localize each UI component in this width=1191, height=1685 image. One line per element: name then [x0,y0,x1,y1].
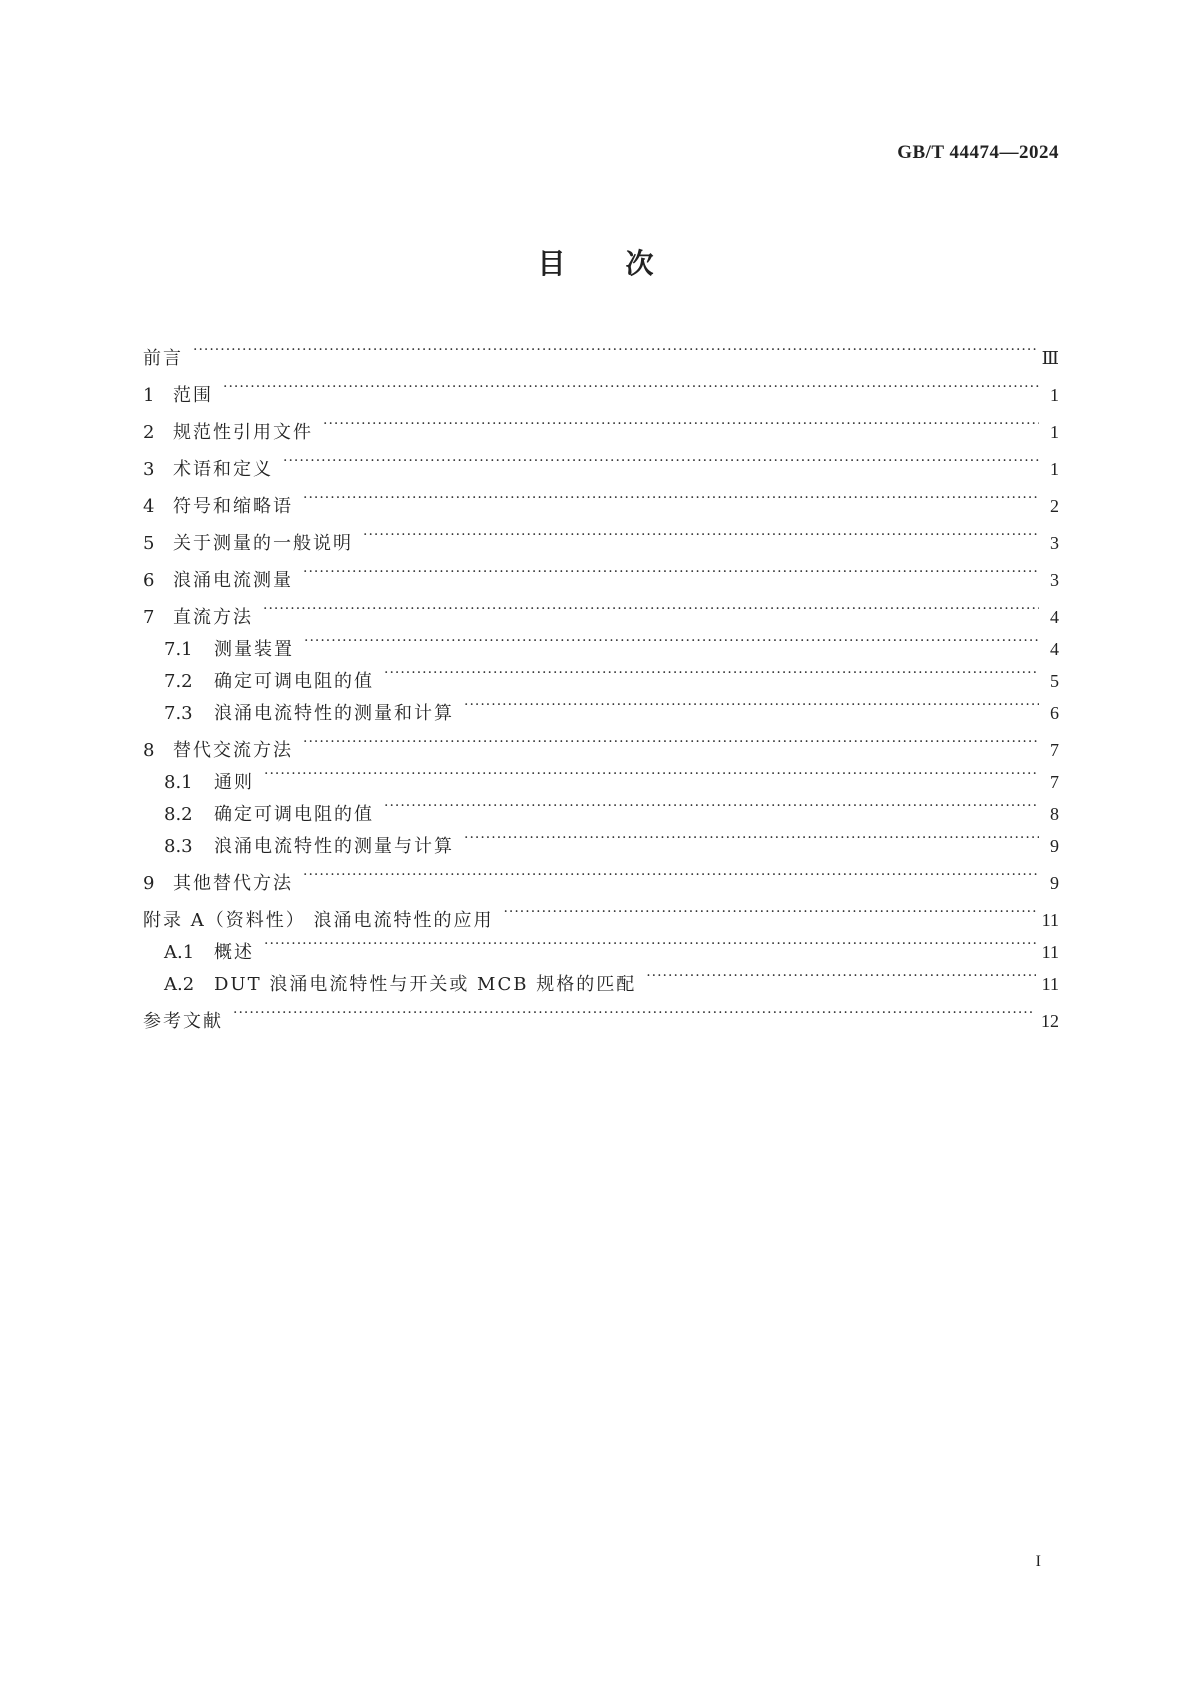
toc-entry[interactable] [143,934,1059,963]
toc-entry-page: 11 [1041,910,1059,930]
toc-dot-leader [464,695,1039,719]
toc-entry-number: 7 [143,607,155,628]
toc-entry-number: 6 [143,570,155,591]
toc-entry-number: 8.1 [164,772,193,793]
toc-dot-leader [323,414,1039,438]
toc-dot-leader [384,796,1039,820]
toc-entry[interactable] [143,414,1059,443]
toc-entry-page: 9 [1050,836,1059,856]
toc-entry-title: 范围 [173,385,213,406]
toc-title: 目次 [537,247,714,280]
toc-entry-title: 术语和定义 [173,459,273,480]
toc-entry[interactable] [143,663,1059,692]
toc-entry[interactable] [143,966,1059,995]
toc-entry[interactable] [143,340,1059,369]
toc-dot-leader [503,902,1035,926]
toc-entry[interactable] [143,902,1059,931]
standard-code: GB/T 44474—2024 [897,142,1059,163]
toc-dot-leader [263,599,1039,623]
toc-entry-number: 7.1 [164,639,193,660]
toc-entry-page: 6 [1050,703,1059,723]
toc-entry[interactable] [143,525,1059,554]
toc-entry-page: 1 [1050,422,1059,442]
toc-entry[interactable] [143,377,1059,406]
toc-entry[interactable] [143,828,1059,857]
toc-entry[interactable] [143,764,1059,793]
toc-entry-number: 2 [143,422,155,443]
toc-entry-title: 规范性引用文件 [173,422,313,443]
toc-entry-number: 3 [143,459,155,480]
toc-entry[interactable] [143,732,1059,761]
toc-dot-leader [384,663,1039,687]
toc-entry-page: 8 [1050,804,1059,824]
toc-entry-number: A.2 [164,974,195,995]
toc-entry-page: 12 [1041,1011,1059,1031]
toc-entry[interactable] [143,631,1059,660]
toc-entry-number: 9 [143,873,155,894]
toc-entry-title: 概述 [214,942,254,963]
toc-dot-leader [464,828,1039,852]
toc-entry-page: 7 [1050,772,1059,792]
toc-entry-title: DUT 浪涌电流特性与开关或 MCB 规格的匹配 [214,974,637,995]
toc-dot-leader [363,525,1039,549]
toc-dot-leader [646,966,1035,990]
toc-entry[interactable] [143,488,1059,517]
toc-entry-page: 1 [1050,385,1059,405]
toc-entry-title: 确定可调电阻的值 [214,804,374,825]
toc-entry-title: 直流方法 [173,607,253,628]
toc-entry-title: 关于测量的一般说明 [173,533,353,554]
toc-dot-leader [193,340,1036,364]
toc-entry[interactable] [143,1003,1059,1032]
toc-entry-page: 7 [1050,740,1059,760]
toc-dot-leader [264,934,1036,958]
toc-entry-title: 替代交流方法 [173,740,293,761]
toc-entry[interactable] [143,599,1059,628]
toc-entry-page: 11 [1041,942,1059,962]
toc-entry[interactable] [143,796,1059,825]
toc-entry-number: 8.2 [164,804,193,825]
toc-entry-title: 通则 [214,772,254,793]
toc-entry-page: 4 [1050,639,1059,659]
toc-entry[interactable] [143,865,1059,894]
toc-entry[interactable] [143,562,1059,591]
page-number: I [1035,1553,1041,1570]
toc-dot-leader [303,562,1039,586]
toc-entry-page: 11 [1041,974,1059,994]
toc-entry-page: Ⅲ [1041,348,1059,368]
toc-entry-page: 4 [1050,607,1059,627]
toc-entry-number: 5 [143,533,155,554]
toc-entry-title: 符号和缩略语 [173,496,293,517]
toc-entry-number: 8.3 [164,836,193,857]
toc-entry-page: 3 [1050,570,1059,590]
toc-entry-title: 测量装置 [214,639,294,660]
toc-entry-number: 8 [143,740,155,761]
toc-entry-number: A.1 [164,942,195,963]
toc-entry-title: 前言 [143,348,183,369]
toc-entry-title: 附录 A（资料性） 浪涌电流特性的应用 [143,910,494,931]
toc-dot-leader [303,732,1039,756]
toc-entry-number: 1 [143,385,155,406]
toc-entry-title: 其他替代方法 [173,873,293,894]
toc-entry-page: 5 [1050,671,1059,691]
toc-entry-title: 参考文献 [143,1011,223,1032]
toc-entry-page: 9 [1050,873,1059,893]
toc-entry-number: 7.2 [164,671,193,692]
toc-dot-leader [233,1003,1035,1027]
toc-dot-leader [223,377,1039,401]
toc-dot-leader [304,631,1039,655]
toc-entry[interactable] [143,451,1059,480]
toc-dot-leader [303,865,1039,889]
toc-entry-page: 3 [1050,533,1059,553]
toc-entry-title: 确定可调电阻的值 [214,671,374,692]
table-of-contents [143,340,1059,1032]
toc-entry-number: 7.3 [164,703,193,724]
toc-entry[interactable] [143,695,1059,724]
toc-entry-title: 浪涌电流特性的测量与计算 [214,836,454,857]
toc-entry-number: 4 [143,496,155,517]
toc-entry-page: 2 [1050,496,1059,516]
toc-dot-leader [303,488,1039,512]
toc-entry-title: 浪涌电流测量 [173,570,293,591]
toc-dot-leader [264,764,1039,788]
toc-entry-page: 1 [1050,459,1059,479]
toc-dot-leader [283,451,1039,475]
toc-entry-title: 浪涌电流特性的测量和计算 [214,703,454,724]
